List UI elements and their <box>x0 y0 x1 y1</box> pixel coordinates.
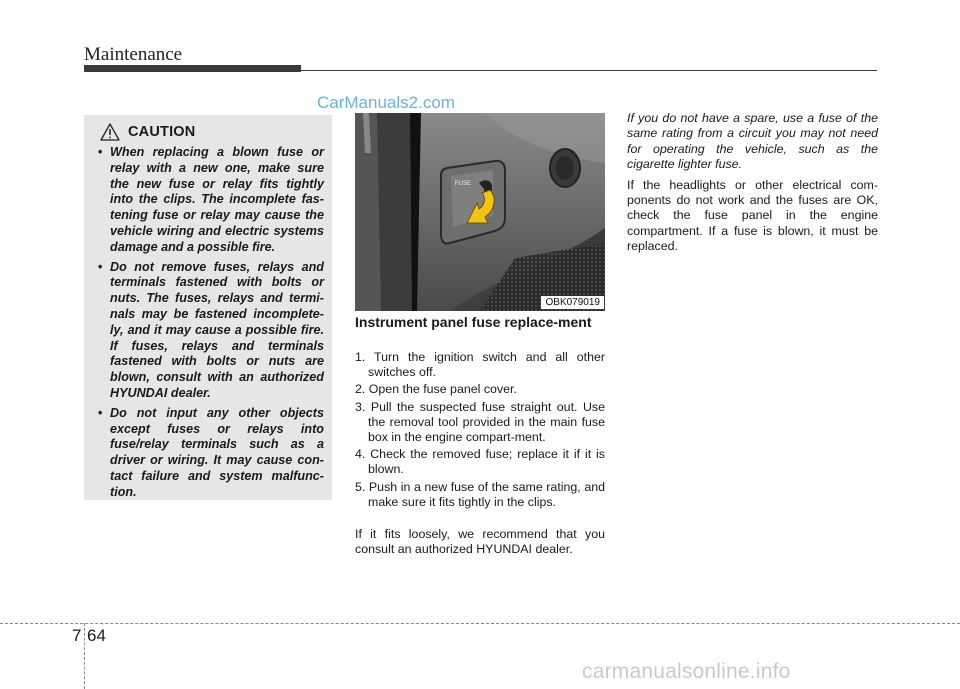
page-number: 64 <box>87 626 106 645</box>
fuse-panel-photo <box>355 113 605 311</box>
page-header-title: Maintenance <box>84 44 183 65</box>
engine-fuse-paragraph: If the headlights or other electrical com-ponents do not work and the fuses are OK, check the fuse panel in the engine compartment. If a fuse is blown, it must be replaced. <box>627 177 878 254</box>
procedure-step: 2. Open the fuse panel cover. <box>355 382 517 397</box>
watermark-top: CarManuals2.com <box>317 93 455 112</box>
procedure-steps <box>355 350 605 512</box>
fuse-panel-illustration <box>355 113 605 311</box>
procedure-note: If it fits loosely, we recommend that you consult an authorized HYUNDAI dealer. <box>355 527 605 557</box>
section-heading: Instrument panel fuse replace-ment <box>355 314 592 330</box>
fuse-cover-label: FUSE <box>455 181 472 187</box>
caution-item: • When replacing a blown fuse or relay with a new one, make sure the new fuse or relay fits tightly into the clips. The incomplete fas-tening fuse or relay may cause the vehicle wiring and electric systems damage and a possible fire. <box>94 145 324 256</box>
procedure-step: 1. Turn the ignition switch and all other switches off. <box>355 350 605 380</box>
chapter-number: 7 <box>72 626 82 645</box>
footer-rule <box>0 623 960 624</box>
footer-divider <box>84 623 85 689</box>
header-rule-thick <box>84 65 301 72</box>
procedure-step: 3. Pull the suspected fuse straight out. Use the removal tool provided in the main fuse box in the engine compart-ment. <box>355 399 605 445</box>
caution-box <box>84 115 332 500</box>
header-rule-thin <box>301 70 877 71</box>
procedure-step: 4. Check the removed fuse; replace it if it is blown. <box>355 447 605 477</box>
procedure-step: 5. Push in a new fuse of the same rating, and make sure it fits tightly in the clips. <box>355 479 605 509</box>
spare-fuse-note: If you do not have a spare, use a fuse of the same rating from a circuit you may not need for operating the vehicle, such as the cigarette lighter fuse. <box>627 111 878 172</box>
warning-triangle-icon <box>100 123 120 141</box>
caution-header <box>94 123 324 141</box>
figure-code: OBK079019 <box>541 296 605 309</box>
watermark-bottom: carmanualsonline.info <box>582 660 791 683</box>
right-column <box>627 111 878 255</box>
caution-item: • Do not remove fuses, relays and terminals fastened with bolts or nuts. The fuses, relays and termi-nals may be fastened incomplete-ly, and it may cause a possible fire. If fuses, relays and terminals fastened with bolts or nuts are blown, consult with an authorized HYUNDAI dealer. <box>94 260 324 402</box>
caution-list <box>94 145 324 501</box>
caution-item: • Do not input any other objects except fuses or relays into fuse/relay terminals such as a driver or wiring. It may cause con-tact failure and system malfunc-tion. <box>94 406 324 501</box>
caution-title: CAUTION <box>128 124 196 140</box>
